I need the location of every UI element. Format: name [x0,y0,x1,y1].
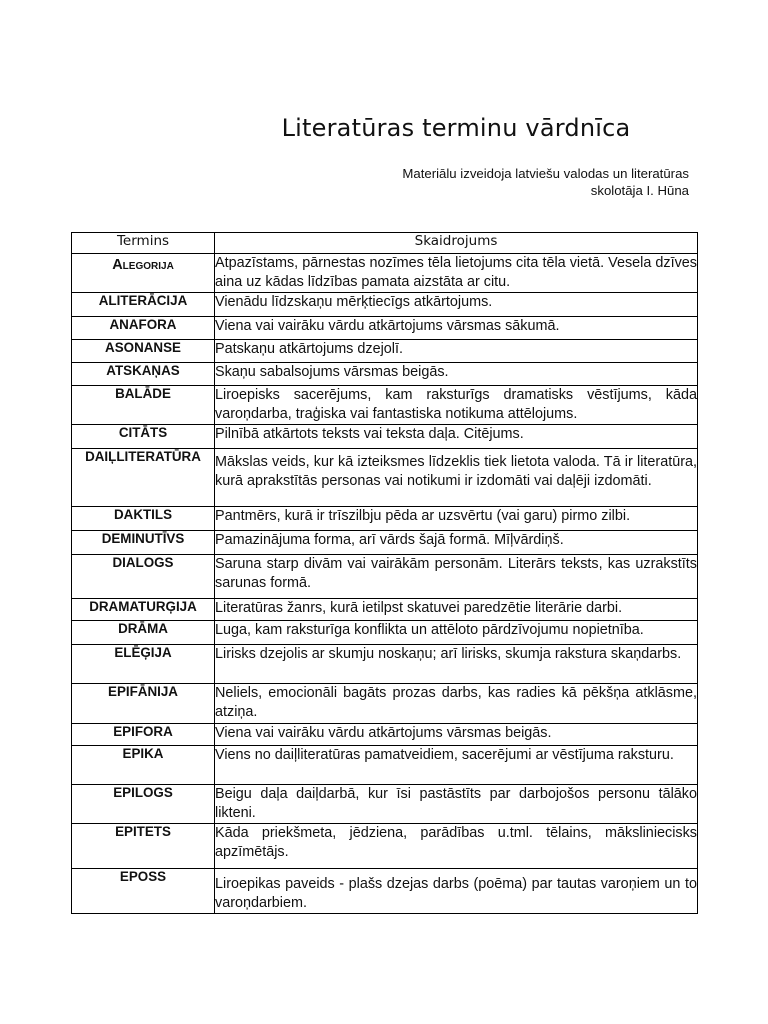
definition-cell: Lirisks dzejolis ar skumju noskaņu; arī lirisks, skumja rakstura skaņdarbs. [215,645,698,684]
term-cell: Alegorija [72,254,215,293]
term-cell: EPITETS [72,824,215,869]
term-cell: ALITERĀCIJA [72,293,215,317]
term-cell: EPIKA [72,746,215,785]
term-cell: BALĀDE [72,386,215,425]
definition-cell: Viena vai vairāku vārdu atkārtojums vārsmas sākumā. [215,317,698,340]
term-cell: EPIFORA [72,724,215,746]
table-row [72,746,698,785]
table-row [72,724,698,746]
term-cell: EPILOGS [72,785,215,824]
term-cell: DIALOGS [72,555,215,599]
table-row [72,317,698,340]
definition-cell: Luga, kam raksturīga konflikta un attēloto pārdzīvojumu nopietnība. [215,621,698,645]
definition-cell: Beigu daļa daiļdarbā, kur īsi pastāstīts par darbojošos personu tālāko likteni. [215,785,698,824]
definition-cell: Atpazīstams, pārnestas nozīmes tēla lietojums cita tēla vietā. Vesela dzīves aina uz kādas līdzības pamata aizstāta ar citu. [215,254,698,293]
definition-cell: Mākslas veids, kur kā izteiksmes līdzeklis tiek lietota valoda. Tā ir literatūra, kurā aprakstītās personas vai notikumi ir izdomāti vai daļēji izdomāti. [215,449,698,507]
table-row [72,254,698,293]
term-cell: CITĀTS [72,425,215,449]
table-row [72,386,698,425]
document-subtitle: Materiālu izveidoja latviešu valodas un literatūras skolotāja I. Hūna [402,166,689,198]
table-header-row [72,233,698,254]
term-cell: ASONANSE [72,340,215,363]
definition-cell: Neliels, emocionāli bagāts prozas darbs, kas radies kā pēkšņa atklāsme, atziņa. [215,684,698,724]
header-definition: Skaidrojums [215,233,698,254]
term-cell: DEMINUTĪVS [72,531,215,555]
term-cell: EPOSS [72,869,215,914]
definition-cell: Saruna starp divām vai vairākām personām. Literārs teksts, kas uzrakstīts sarunas formā. [215,555,698,599]
term-cell: ELĒĢIJA [72,645,215,684]
definition-cell: Liroepisks sacerējums, kam raksturīgs dramatisks vēstījums, kāda varoņdarba, traģiska vai fantastiska notikuma attēlojums. [215,386,698,425]
definition-cell: Kāda priekšmeta, jēdziena, parādības u.tml. tēlains, māksliniecisks apzīmētājs. [215,824,698,869]
term-cell: DAIĻLITERATŪRA [72,449,215,507]
table-row [72,293,698,317]
table-row [72,621,698,645]
definition-cell: Patskaņu atkārtojums dzejolī. [215,340,698,363]
definition-cell: Skaņu sabalsojums vārsmas beigās. [215,363,698,386]
document-title: Literatūras terminu vārdnīca [281,114,631,142]
table-row [72,599,698,621]
header-term: Termins [72,233,215,254]
table-row [72,340,698,363]
term-cell: ATSKAŅAS [72,363,215,386]
definition-cell: Pamazinājuma forma, arī vārds šajā formā. Mīļvārdiņš. [215,531,698,555]
table-row [72,824,698,869]
table-row [72,425,698,449]
definition-cell: Viena vai vairāku vārdu atkārtojums vārsmas beigās. [215,724,698,746]
definition-cell: Pantmērs, kurā ir trīszilbju pēda ar uzsvērtu (vai garu) pirmo zilbi. [215,507,698,531]
table-row [72,555,698,599]
terms-table [71,232,698,914]
definition-cell: Literatūras žanrs, kurā ietilpst skatuvei paredzētie literārie darbi. [215,599,698,621]
definition-cell: Viens no daiļliteratūras pamatveidiem, sacerējumi ar vēstījuma raksturu. [215,746,698,785]
term-cell: DAKTILS [72,507,215,531]
table-row [72,684,698,724]
term-cell: EPIFĀNIJA [72,684,215,724]
term-cell: DRĀMA [72,621,215,645]
table-row [72,507,698,531]
table-row [72,531,698,555]
table-row [72,363,698,386]
definition-cell: Liroepikas paveids - plašs dzejas darbs (poēma) par tautas varoņiem un to varoņdarbiem. [215,869,698,914]
term-cell: DRAMATURĢIJA [72,599,215,621]
table-row [72,869,698,914]
table-row [72,785,698,824]
table-row [72,449,698,507]
definition-cell: Vienādu līdzskaņu mērķtiecīgs atkārtojums. [215,293,698,317]
table-row [72,645,698,684]
definition-cell: Pilnībā atkārtots teksts vai teksta daļa. Citējums. [215,425,698,449]
term-cell: ANAFORA [72,317,215,340]
